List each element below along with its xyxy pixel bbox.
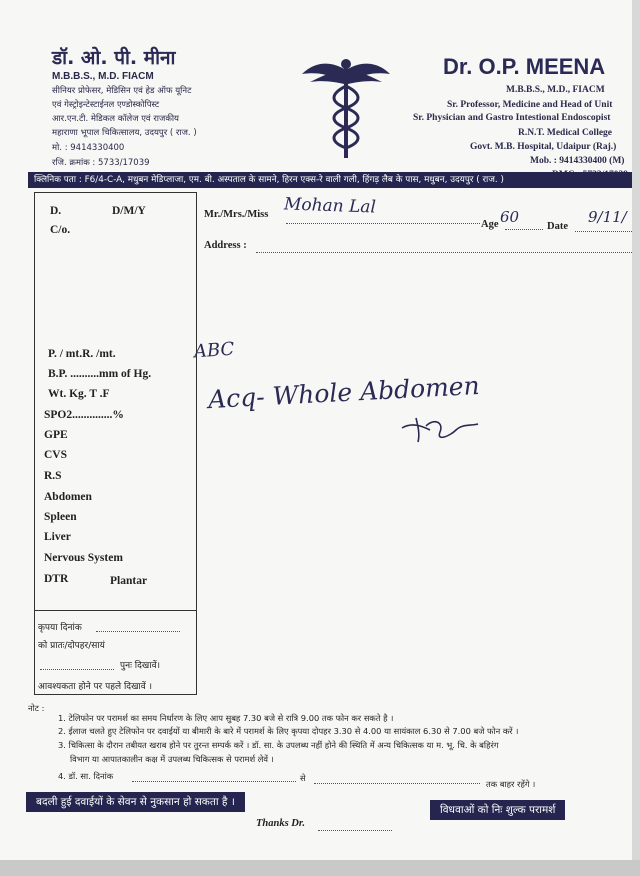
thanks-dr-line bbox=[318, 830, 392, 831]
note-item: 1. टेलिफोन पर परामर्श का समय निर्धारण के लिए आप सुबह 7.30 बजे से रात्रि 9.00 तक फोन कर सकते है । bbox=[58, 713, 394, 723]
note-item: तक बाहर रहेंगे । bbox=[486, 779, 536, 789]
note-item: 4. डॉ. सा. दिनांक bbox=[58, 771, 114, 781]
patient-name-line bbox=[286, 223, 480, 224]
thanks-dr-label: Thanks Dr. bbox=[256, 818, 306, 829]
d-label: D. bbox=[50, 205, 62, 217]
mobile-right: Mob. : 9414330400 (M) bbox=[530, 156, 625, 166]
hindi-line: सीनियर प्रोफेसर, मेडिसिन एवं हेड ऑफ यूनिट bbox=[52, 86, 192, 96]
age-line bbox=[505, 229, 543, 230]
caduceus-logo-icon bbox=[300, 52, 392, 164]
handwritten-note-line1: ABC bbox=[193, 338, 236, 363]
notes-label: नोट : bbox=[28, 703, 45, 713]
note-item: 3. चिकित्सा के दौरान तबीयत खराब होने पर तुरन्त सम्पर्क करें । डॉ. सा. के उपलब्ध नहीं होने की स्थिति में अन्य चिकित्सक या म. भू. चि. के बहिरंग bbox=[58, 740, 499, 750]
liver-label: Liver bbox=[44, 531, 71, 543]
followup-time-label: को प्रातः/दोपहर/सायं bbox=[38, 641, 105, 651]
plantar-label: Plantar bbox=[110, 575, 148, 587]
rs-label: R.S bbox=[44, 470, 62, 482]
en-line: R.N.T. Medical College bbox=[518, 128, 613, 138]
medicine-warning-banner: बदली हुई दवाईयों के सेवन से नुकसान हो सकता है । bbox=[26, 792, 245, 812]
doctor-name-hindi: डॉ. ओ. पी. मीना bbox=[52, 47, 176, 69]
weight-temp-label: Wt. Kg. T .F bbox=[48, 388, 110, 400]
note-item: से bbox=[300, 773, 306, 783]
clinic-address-band: क्लिनिक पता : F6/4-C-A, मधुबन मेडिप्लाजा, एम. बी. अस्पताल के सामने, हिरन एक्स-रे वाली गली, हिंगड़ लैब के पास, मधुबन, उदयपुर ( राज. ) bbox=[28, 172, 632, 188]
note-item: 2. ईलाज चलते हुए टेलिफोन पर दवाईयों या बीमारी के बारे में परामर्श के लिए कृपया दोपहर 3.30 से 4.00 या सायंकाल 6.30 से 7.00 बजे फोन करें । bbox=[58, 726, 519, 736]
mobile-left: मो. : 9414330400 bbox=[52, 143, 125, 153]
cvs-label: CVS bbox=[44, 449, 68, 461]
care-of-label: C/o. bbox=[50, 224, 71, 236]
spleen-label: Spleen bbox=[44, 511, 77, 523]
nervous-system-label: Nervous System bbox=[44, 552, 123, 564]
handwritten-signature bbox=[400, 412, 480, 446]
date-line bbox=[575, 231, 632, 232]
followup-time-line bbox=[40, 669, 114, 670]
en-line: Govt. M.B. Hospital, Udaipur (Raj.) bbox=[470, 142, 617, 152]
scan-shadow bbox=[0, 860, 640, 876]
doctor-name-english: Dr. O.P. MEENA bbox=[443, 54, 606, 79]
en-line: Sr. Professor, Medicine and Head of Unit bbox=[447, 100, 613, 110]
handwritten-patient-name: Mohan Lal bbox=[283, 194, 377, 218]
registration-left: रजि. क्रमांक : 5733/17039 bbox=[52, 158, 150, 168]
abdomen-label: Abdomen bbox=[44, 491, 92, 503]
handwritten-date: 9/11/ bbox=[588, 208, 627, 226]
dtr-label: DTR bbox=[44, 573, 69, 585]
if-needed-label: आवश्यकता होने पर पहले दिखावें । bbox=[38, 682, 153, 692]
en-line: Sr. Physician and Gastro Intestional Endoscopist bbox=[413, 113, 611, 123]
handwritten-note-line2: Acq- Whole Abdomen bbox=[207, 370, 481, 415]
hindi-line: आर.एन.टी. मेडिकल कॉलेज एवं राजकीय bbox=[52, 114, 179, 124]
address-line bbox=[256, 252, 632, 253]
date-label: Date bbox=[547, 221, 568, 232]
away-to-line bbox=[314, 783, 480, 784]
widows-free-consultation-banner: विधवाओं को निः शुल्क परामर्श bbox=[430, 800, 565, 820]
away-from-line bbox=[132, 781, 296, 782]
patient-name-label: Mr./Mrs./Miss bbox=[204, 209, 269, 220]
note-item: विभाग या आपातकालीन कक्ष में उपलब्ध चिकित्सक से परामर्श लेवें । bbox=[70, 754, 274, 764]
bp-label: B.P. ..........mm of Hg. bbox=[48, 368, 152, 380]
dmy-label: D/M/Y bbox=[112, 205, 146, 217]
hindi-line: एवं गेस्ट्रोइन्टेस्टाईनल एण्डोस्कोपिस्ट bbox=[52, 100, 160, 110]
show-again-label: पुनः दिखावें। bbox=[120, 661, 161, 671]
spo2-label: SPO2..............% bbox=[44, 409, 124, 421]
age-label: Age bbox=[481, 219, 499, 230]
address-label: Address : bbox=[204, 240, 247, 251]
hindi-line: महाराणा भूपाल चिकित्सालय, उदयपुर ( राज. ) bbox=[52, 128, 197, 138]
handwritten-age: 60 bbox=[500, 208, 520, 226]
followup-divider bbox=[34, 610, 197, 611]
followup-date-line bbox=[96, 631, 180, 632]
followup-date-label: कृपया दिनांक bbox=[38, 623, 82, 633]
pulse-label: P. / mt.R. /mt. bbox=[48, 348, 116, 360]
degrees-left: M.B.B.S., M.D. FIACM bbox=[52, 71, 154, 82]
gpe-label: GPE bbox=[44, 429, 68, 441]
degrees-right: M.B.B.S., M.D., FIACM bbox=[506, 85, 605, 95]
